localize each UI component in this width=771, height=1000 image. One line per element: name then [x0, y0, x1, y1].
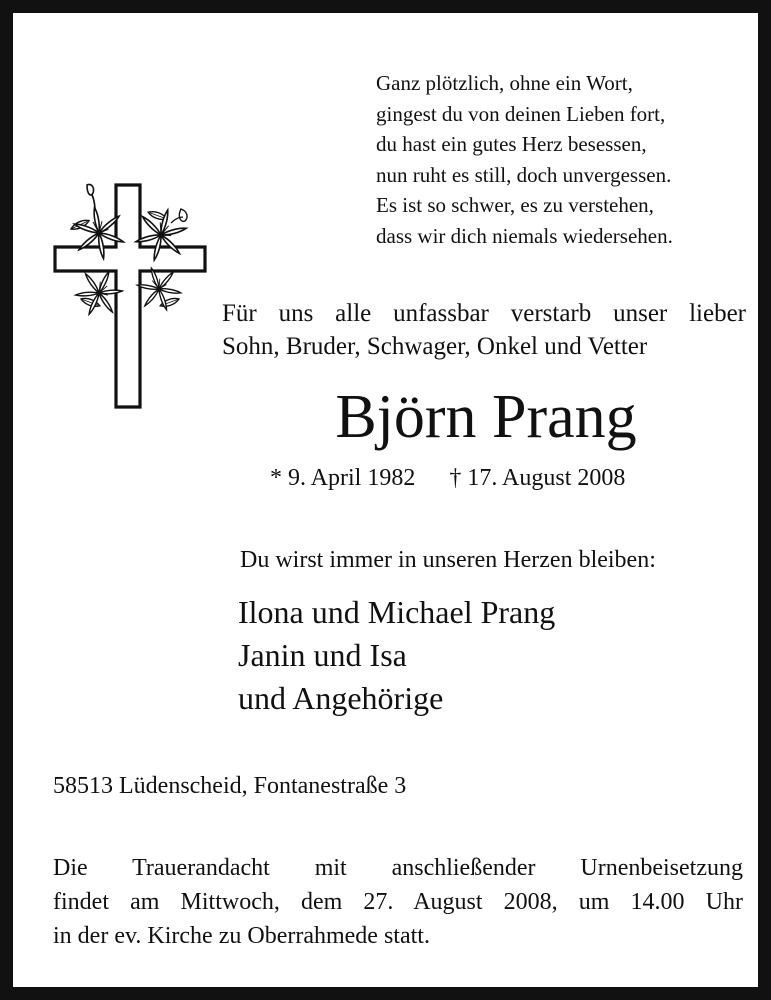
service-line: in der ev. Kirche zu Oberrahmede statt.	[53, 923, 430, 949]
poem-line: gingest du von deinen Lieben fort,	[376, 101, 666, 126]
poem-line: Ganz plötzlich, ohne ein Wort,	[376, 71, 633, 95]
deceased-name: Björn Prang	[335, 383, 637, 451]
intro-line: Für uns alle unfassbar verstarb unser lieber	[222, 300, 746, 327]
service-info	[53, 851, 743, 953]
family-line: und Angehörige	[238, 680, 444, 716]
intro-text	[222, 297, 746, 363]
poem-line: nun ruht es still, doch unvergessen.	[376, 162, 672, 187]
family-line: Janin und Isa	[238, 637, 407, 673]
intro-line: Sohn, Bruder, Schwager, Onkel und Vetter	[222, 333, 648, 360]
life-dates	[270, 461, 700, 495]
family-line: Ilona und Michael Prang	[238, 594, 556, 630]
remembrance-text: Du wirst immer in unseren Herzen bleiben:	[240, 547, 656, 573]
cross-with-lilies-icon	[49, 181, 211, 413]
service-line: findet am Mittwoch, dem 27. August 2008, um 14.00 Uhr	[53, 889, 743, 915]
death-date: † 17. August 2008	[449, 465, 626, 491]
poem-line: Es ist so schwer, es zu verstehen,	[376, 193, 654, 217]
poem	[376, 68, 756, 251]
poem-line: du hast ein gutes Herz besessen,	[376, 132, 647, 156]
birth-date: * 9. April 1982	[270, 465, 416, 491]
poem-line: dass wir dich niemals wiedersehen.	[376, 223, 673, 248]
address: 58513 Lüdenscheid, Fontanestraße 3	[53, 773, 407, 799]
family-signatures	[238, 591, 758, 720]
service-line: Die Trauerandacht mit anschließender Urnenbeisetzung	[53, 855, 743, 881]
